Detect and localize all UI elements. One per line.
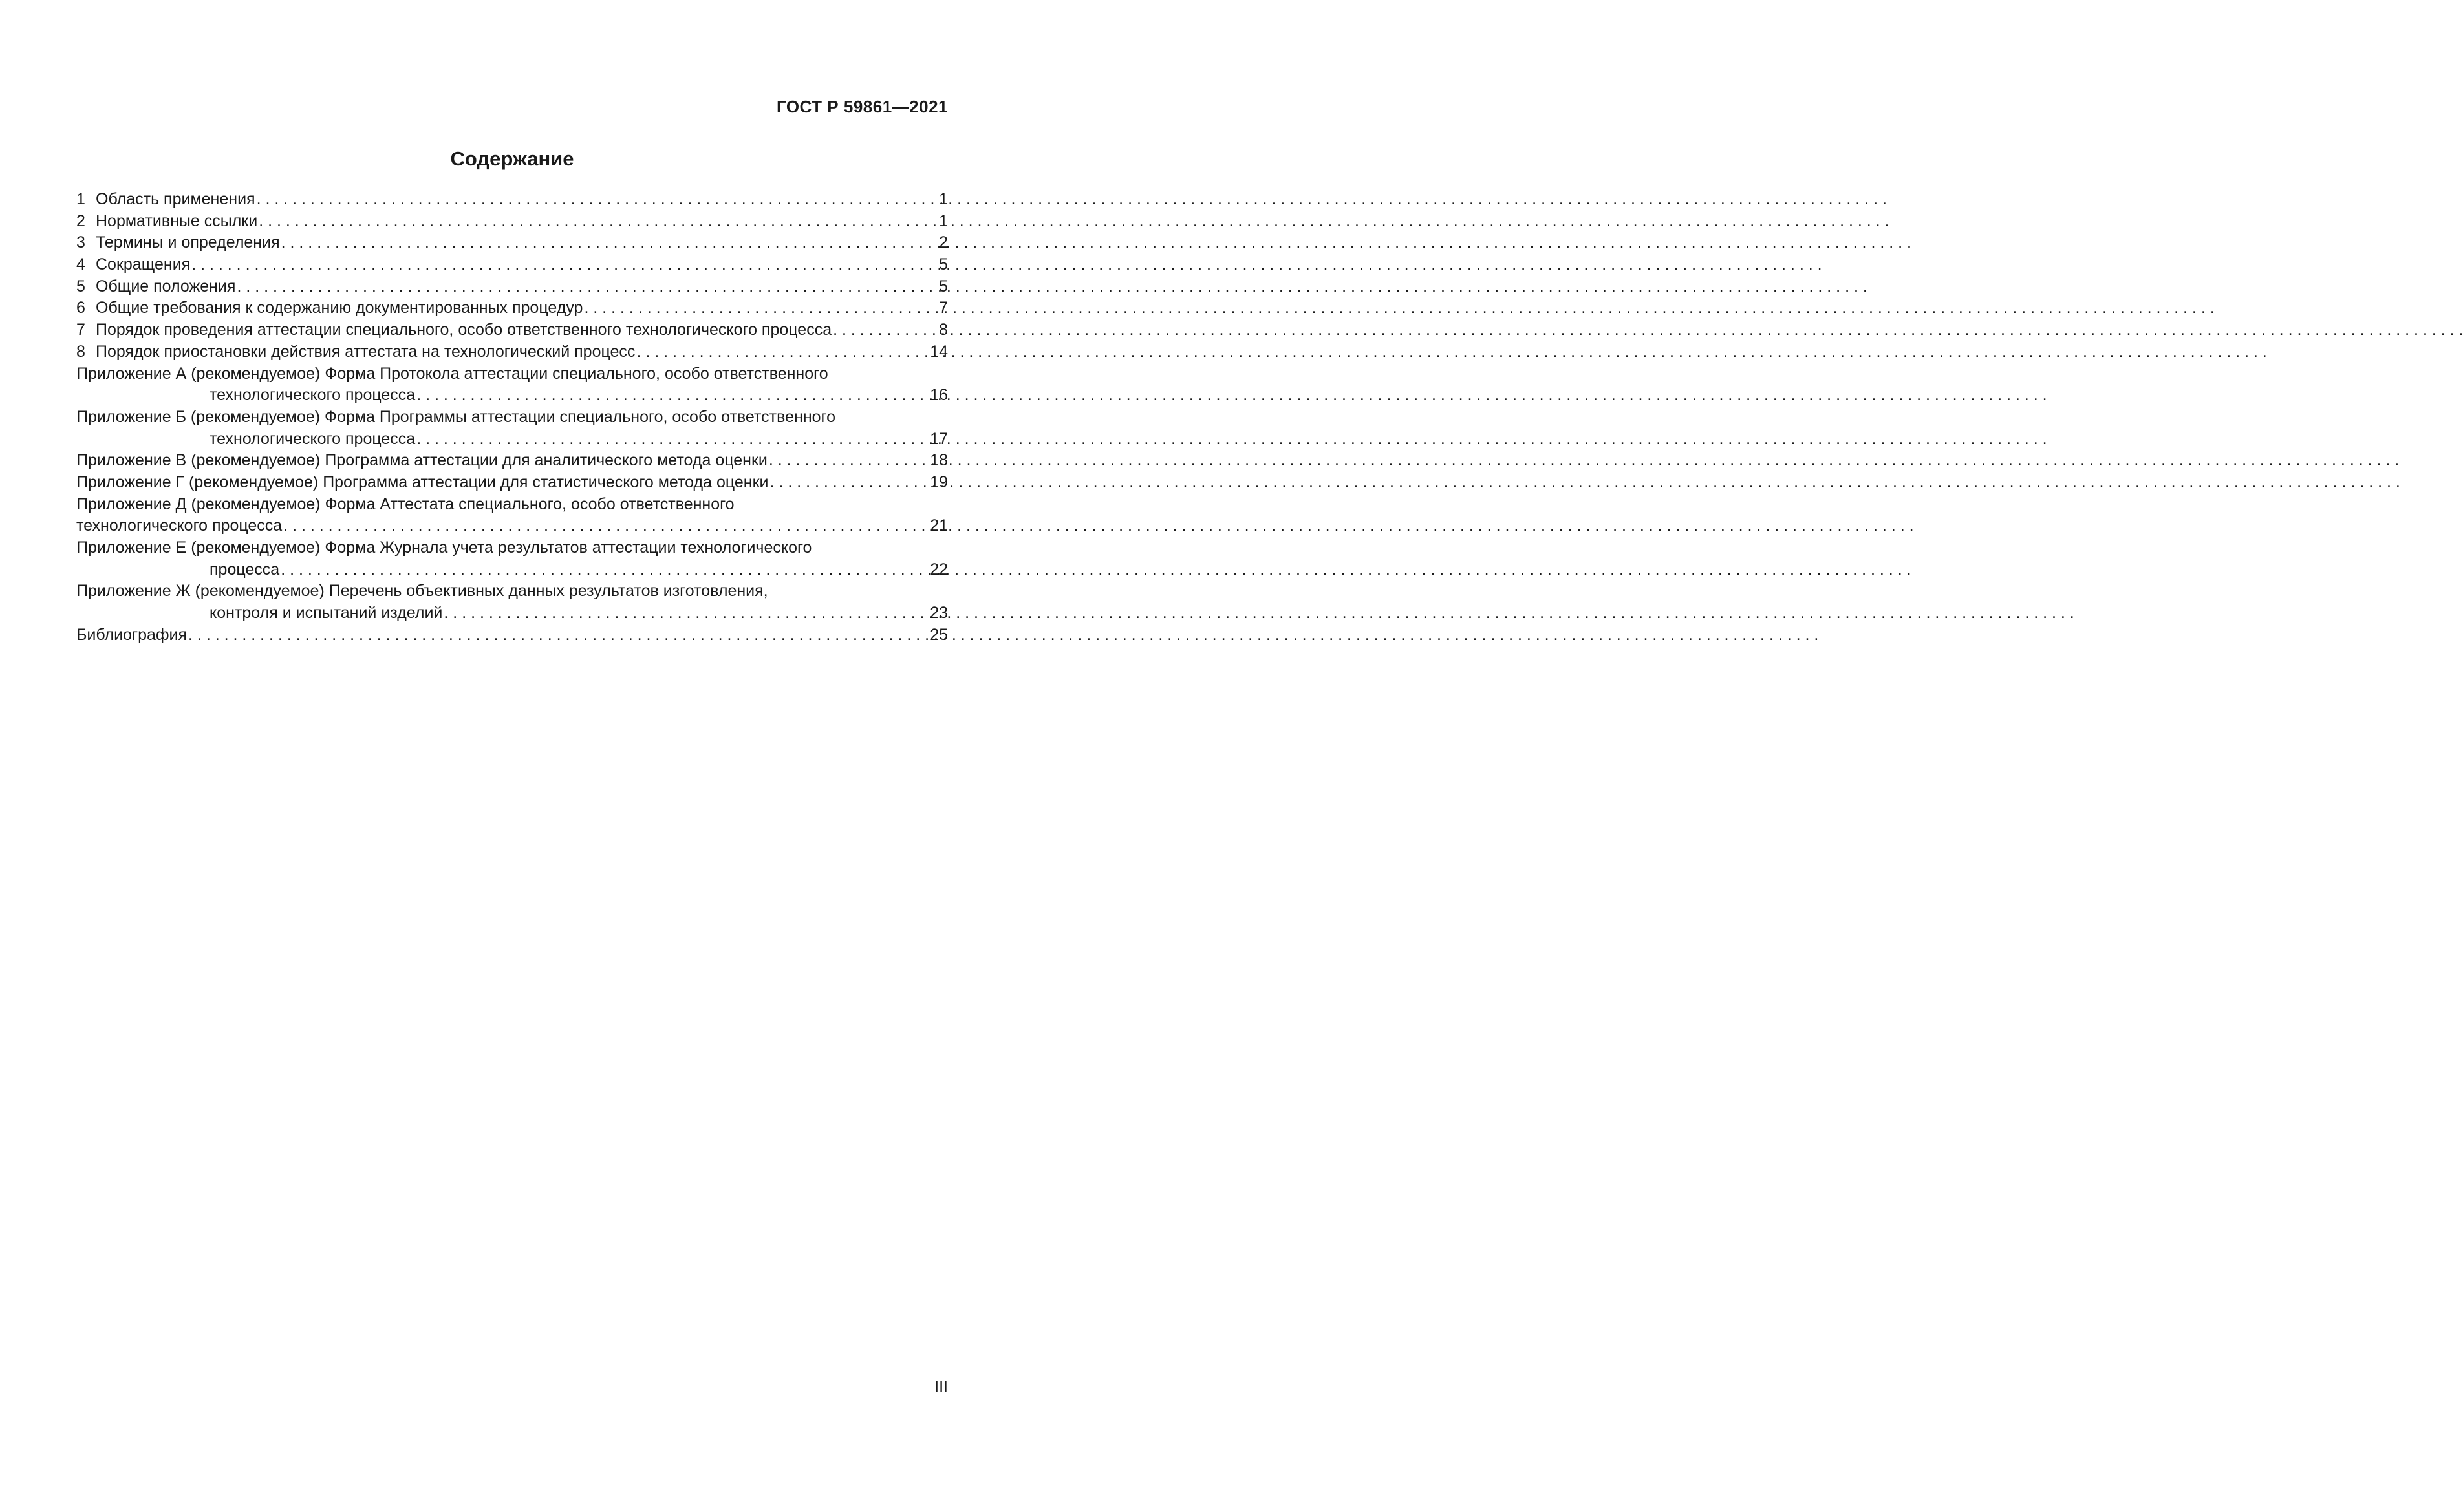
toc-entry-page: 16 bbox=[930, 386, 948, 405]
toc-entry-page: 18 bbox=[930, 451, 948, 470]
toc-leader-dots bbox=[237, 276, 938, 298]
toc-entry-number: 8 bbox=[76, 342, 85, 361]
toc-leader-dots bbox=[833, 319, 938, 341]
toc-entry-page: 21 bbox=[930, 516, 948, 535]
toc-leader-dots bbox=[283, 515, 929, 537]
toc-entry-page: 22 bbox=[930, 560, 948, 579]
toc-entry-number: 3 bbox=[76, 233, 85, 252]
toc-leader-dots bbox=[636, 341, 929, 363]
toc-leader-dots bbox=[770, 472, 929, 494]
toc-entry-title: Термины и определения bbox=[96, 233, 280, 252]
toc-entry-title: Приложение Е (рекомендуемое) Форма Журнала учета результатов аттестации технологического bbox=[76, 538, 812, 557]
toc-leader-dots bbox=[416, 429, 929, 451]
toc-entry-title: Библиография bbox=[76, 625, 188, 644]
toc-entry-title: процесса bbox=[210, 560, 280, 579]
toc-entry-title: Сокращения bbox=[96, 255, 191, 274]
toc-entry-page: 5 bbox=[939, 255, 948, 274]
toc-entry-title: Порядок приостановки действия аттестата на технологический процесс bbox=[96, 342, 636, 361]
toc-entry-title: Область применения bbox=[96, 190, 255, 208]
toc-entry-title: Приложение А (рекомендуемое) Форма Протокола аттестации специального, особо ответственного bbox=[76, 364, 828, 383]
toc-entry[interactable] bbox=[76, 341, 948, 363]
toc-entry-number: 6 bbox=[76, 299, 85, 317]
toc-entry[interactable] bbox=[76, 254, 948, 276]
toc-leader-dots bbox=[257, 189, 938, 211]
toc-entry-page: 17 bbox=[930, 429, 948, 448]
toc-entry-appendix-b[interactable] bbox=[76, 407, 948, 429]
toc-leader-dots bbox=[259, 211, 938, 233]
toc-entry-title: технологического процесса bbox=[210, 386, 416, 405]
toc-entry-page: 8 bbox=[939, 321, 948, 339]
toc-entry-number: 2 bbox=[76, 211, 85, 230]
toc-entry-page: 19 bbox=[930, 473, 948, 491]
toc-entry-appendix-e[interactable] bbox=[76, 537, 948, 559]
page-number: III bbox=[934, 1378, 948, 1396]
toc-entry-continuation[interactable] bbox=[76, 515, 948, 537]
toc-entry-title: Порядок проведения аттестации специального, особо ответственного технологического процесса bbox=[96, 321, 832, 339]
toc-entry-number: 1 bbox=[76, 190, 85, 208]
toc-entry[interactable] bbox=[76, 232, 948, 254]
toc-entry[interactable] bbox=[76, 189, 948, 211]
toc-entry-title: технологического процесса bbox=[76, 516, 283, 535]
toc-entry-page: 5 bbox=[939, 277, 948, 295]
toc-leader-dots bbox=[281, 232, 938, 254]
toc-entry-title: Приложение В (рекомендуемое) Программа аттестации для аналитического метода оценки bbox=[76, 451, 768, 470]
toc-leader-dots bbox=[281, 559, 929, 581]
toc-entry-number: 7 bbox=[76, 321, 85, 339]
toc-entry-appendix-zh[interactable] bbox=[76, 580, 948, 602]
toc-entry-title: Приложение Г (рекомендуемое) Программа аттестации для статистического метода оценки bbox=[76, 473, 769, 491]
toc-entry-continuation[interactable] bbox=[76, 602, 948, 624]
toc-entry-appendix-g[interactable] bbox=[76, 472, 948, 494]
toc-entry-continuation[interactable] bbox=[76, 559, 948, 581]
toc-entry-page: 1 bbox=[939, 211, 948, 230]
toc-entry-title: Общие требования к содержанию документированных процедур bbox=[96, 299, 583, 317]
toc-entry-title: Приложение Ж (рекомендуемое) Перечень объективных данных результатов изготовления, bbox=[76, 582, 768, 601]
toc-entry-title: технологического процесса bbox=[210, 429, 416, 448]
toc-entry-continuation[interactable] bbox=[76, 429, 948, 451]
toc-entry-title: Нормативные ссылки bbox=[96, 211, 258, 230]
toc-entry-page: 25 bbox=[930, 625, 948, 644]
toc-entry-title: контроля и испытаний изделий bbox=[210, 604, 443, 623]
toc-entry-page: 23 bbox=[930, 604, 948, 623]
toc-entry-title: Приложение Д (рекомендуемое) Форма Аттестата специального, особо ответственного bbox=[76, 495, 735, 513]
toc-entry-page: 1 bbox=[939, 190, 948, 208]
toc-entry-title: Приложение Б (рекомендуемое) Форма Программы аттестации специального, особо ответственного bbox=[76, 407, 836, 426]
toc-entry[interactable] bbox=[76, 319, 948, 341]
toc-entry-bibliography[interactable] bbox=[76, 624, 948, 646]
document-code: ГОСТ Р 59861—2021 bbox=[776, 97, 948, 116]
toc-leader-dots bbox=[584, 297, 938, 319]
toc-entry-appendix-d[interactable] bbox=[76, 494, 948, 516]
toc-heading: Содержание bbox=[450, 147, 574, 170]
toc-entry-appendix-v[interactable] bbox=[76, 450, 948, 472]
toc-leader-dots bbox=[191, 254, 938, 276]
toc-leader-dots bbox=[444, 602, 929, 624]
toc-entry-number: 4 bbox=[76, 255, 85, 274]
toc-entry-title: Общие положения bbox=[96, 277, 236, 295]
toc-entry-appendix-a[interactable] bbox=[76, 363, 948, 385]
toc-leader-dots bbox=[188, 624, 929, 646]
toc-entry-number: 5 bbox=[76, 277, 85, 295]
toc-entry[interactable] bbox=[76, 276, 948, 298]
toc-entry[interactable] bbox=[76, 211, 948, 233]
toc-leader-dots bbox=[416, 385, 929, 407]
toc-entry-page: 7 bbox=[939, 299, 948, 317]
toc-leader-dots bbox=[769, 450, 929, 472]
toc-entry-page: 14 bbox=[930, 342, 948, 361]
toc-entry-page: 2 bbox=[939, 233, 948, 252]
toc-entry-continuation[interactable] bbox=[76, 385, 948, 407]
toc-entry[interactable] bbox=[76, 297, 948, 319]
table-of-contents bbox=[76, 189, 948, 646]
